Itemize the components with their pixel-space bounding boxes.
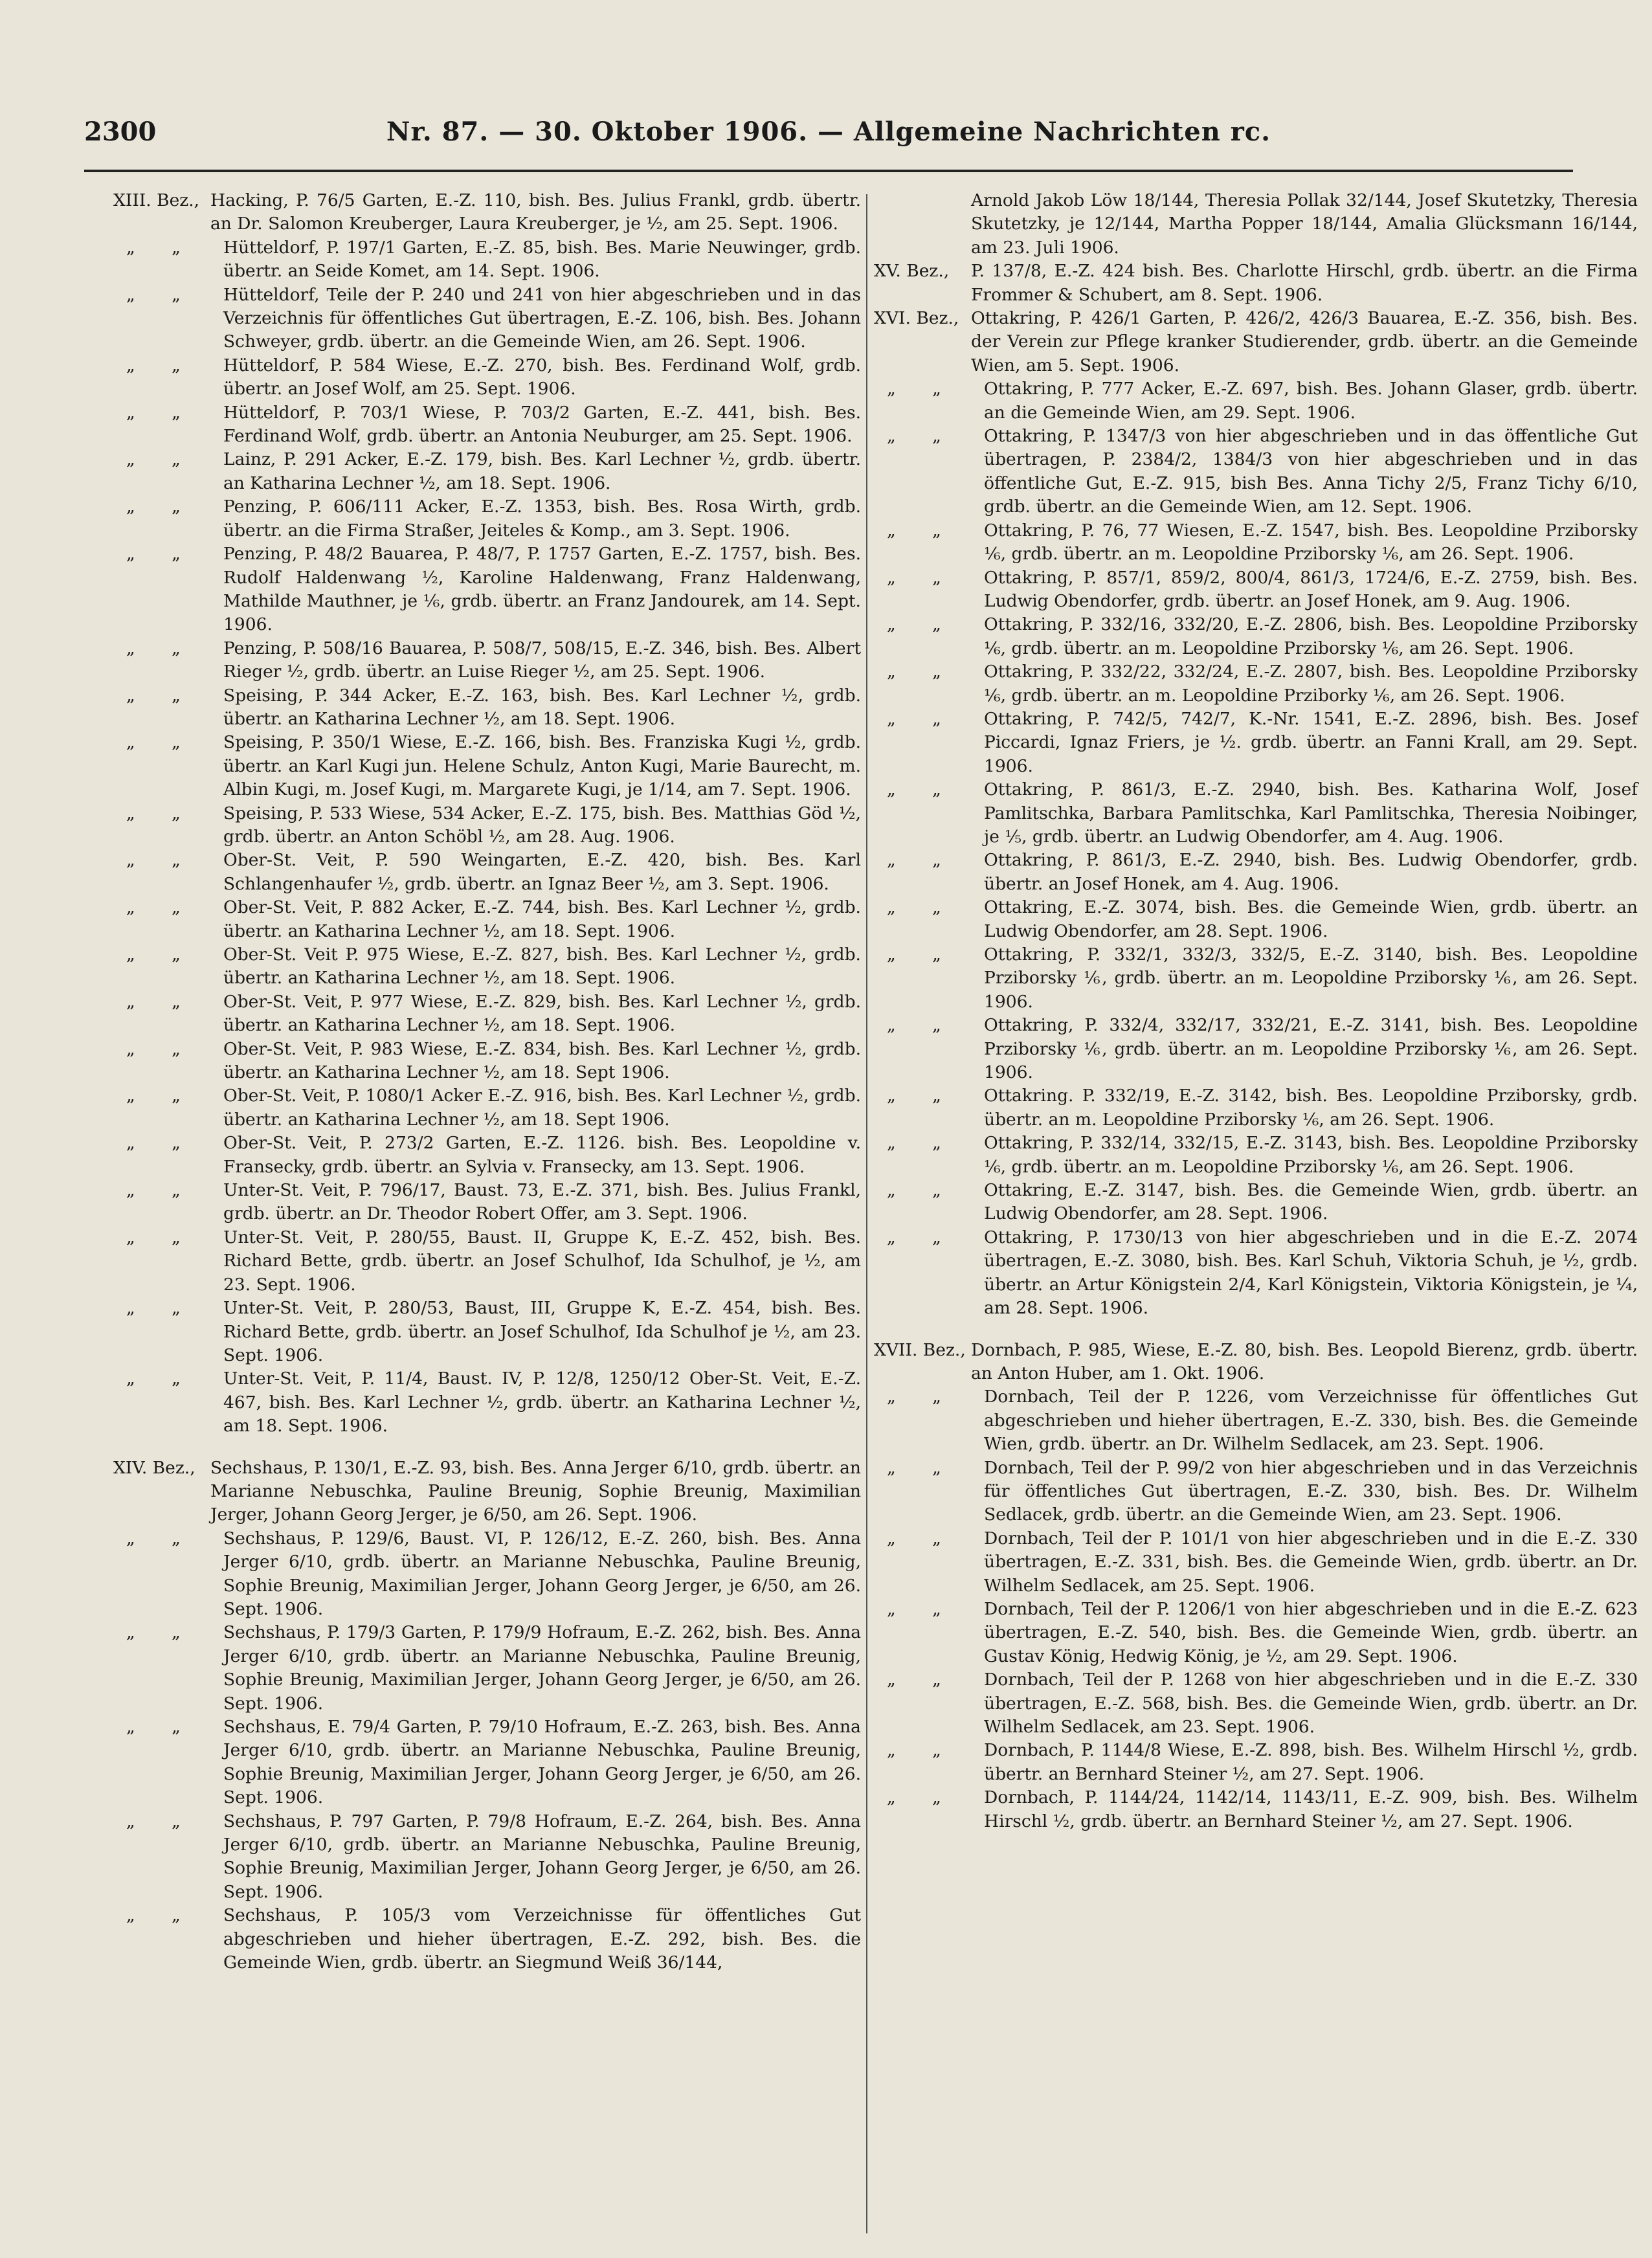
section-gap bbox=[113, 1438, 861, 1457]
entry-text: Dornbach, Teil der P. 1206/1 von hier abgeschrieben und in die E.-Z. 623 übertragen, E.-Z. 540, bish. Bes. die Gemeinde Wien, grdb. übertr. an Gustav König, Hedwig König, je ½, am 29. Sept. 1906. bbox=[984, 1598, 1638, 1666]
entry-text: Hütteldorf, P. 197/1 Garten, E.-Z. 85, bish. Bes. Marie Neuwinger, grdb. übertr. an Seide Komet, am 14. Sept. 1906. bbox=[223, 237, 861, 282]
register-entry bbox=[874, 307, 1638, 377]
register-entry bbox=[874, 1457, 1638, 1527]
column-divider bbox=[866, 194, 867, 2233]
entry-text: Ottakring, P. 332/1, 332/3, 332/5, E.-Z. 3140, bish. Bes. Leopoldine Prziborsky ⅙, grdb. übertr. an m. Leopoldine Prziborsky ⅙, am 26. Sept. 1906. bbox=[984, 945, 1638, 1012]
district-label: XVII. Bez., bbox=[874, 1339, 966, 1360]
entry-text: Ottakring, P. 76, 77 Wiesen, E.-Z. 1547, bish. Bes. Leopoldine Prziborsky ⅙, grdb. übertr. an m. Leopoldine Prziborsky ⅙, am 26. Sept. 1906. bbox=[984, 520, 1638, 564]
register-entry bbox=[874, 1527, 1638, 1598]
ditto-mark: „ „ bbox=[887, 708, 957, 729]
entry-text: Sechshaus, P. 179/3 Garten, P. 179/9 Hofraum, E.-Z. 262, bish. Bes. Anna Jerger 6/10, grdb. übertr. an Marianne Nebuschka, Pauline Breunig, Sophie Breunig, Maximilian Jerger, Johann Georg Jerger, je 6/50, am 26. Sept. 1906. bbox=[223, 1622, 861, 1714]
register-entry bbox=[113, 1084, 861, 1132]
ditto-mark: „ „ bbox=[126, 1038, 196, 1059]
entry-text: Sechshaus, E. 79/4 Garten, P. 79/10 Hofraum, E.-Z. 263, bish. Bes. Anna Jerger 6/10, grdb. übertr. an Marianne Nebuschka, Pauline Breunig, Sophie Breunig, Maximilian Jerger, Johann Georg Jerger, je 6/50, am 26. Sept. 1906. bbox=[223, 1717, 861, 1808]
register-entry bbox=[113, 1457, 861, 1527]
register-entry bbox=[874, 1339, 1638, 1386]
ditto-mark: „ „ bbox=[887, 1387, 957, 1407]
register-entry bbox=[874, 708, 1638, 778]
register-entry bbox=[874, 1598, 1638, 1668]
entry-text: Hütteldorf, Teile der P. 240 und 241 von hier abgeschrieben und in das Verzeichnis für öffentliches Gut übertragen, E.-Z. 106, bish. Bes. Johann Schweyer, grdb. übertr. an die Gemeinde Wien, am 26. Sept. 1906. bbox=[223, 284, 861, 352]
register-entry bbox=[113, 1132, 861, 1179]
ditto-mark: „ „ bbox=[126, 1811, 196, 1831]
ditto-mark: „ „ bbox=[887, 1670, 957, 1690]
ditto-mark: „ „ bbox=[887, 1180, 957, 1201]
ditto-mark: „ „ bbox=[887, 1015, 957, 1036]
ditto-mark: „ „ bbox=[126, 402, 196, 423]
ditto-mark: „ „ bbox=[126, 1086, 196, 1106]
register-entry bbox=[113, 495, 861, 542]
ditto-mark: „ „ bbox=[887, 1787, 957, 1808]
entry-text: Sechshaus, P. 130/1, E.-Z. 93, bish. Bes. Anna Jerger 6/10, grdb. übertr. an Marianne Nebuschka, Pauline Breunig, Sophie Breunig, Maximilian Jerger, Johann Georg Jerger, je 6/50, am 26. Sept. 1906. bbox=[210, 1457, 861, 1525]
entry-text: P. 137/8, E.-Z. 424 bish. Bes. Charlotte Hirschl, grdb. übertr. an die Firma Frommer & Schubert, am 8. Sept. 1906. bbox=[971, 261, 1638, 305]
right-column bbox=[874, 189, 1638, 1833]
register-entry bbox=[874, 260, 1638, 307]
ditto-mark: „ „ bbox=[126, 945, 196, 965]
ditto-mark: „ „ bbox=[126, 284, 196, 305]
ditto-mark: „ „ bbox=[126, 355, 196, 375]
entry-text: Lainz, P. 291 Acker, E.-Z. 179, bish. Bes. Karl Lechner ½, grdb. übertr. an Katharina Lechner ½, am 18. Sept. 1906. bbox=[223, 449, 861, 493]
district-label: XIII. Bez., bbox=[113, 190, 200, 210]
entry-text: Unter-St. Veit, P. 280/55, Baust. II, Gruppe K, E.-Z. 452, bish. Bes. Richard Bette, grdb. übertr. an Josef Schulhof, Ida Schulhof, je ½, am 23. Sept. 1906. bbox=[223, 1227, 861, 1295]
ditto-mark: „ „ bbox=[887, 1740, 957, 1761]
ditto-mark: „ „ bbox=[126, 638, 196, 658]
register-entry bbox=[113, 849, 861, 896]
ditto-mark: „ „ bbox=[126, 685, 196, 706]
entry-text: Ottakring, P. 742/5, 742/7, K.-Nr. 1541, E.-Z. 2896, bish. Bes. Josef Piccardi, Ignaz Friers, je ½. grdb. übertr. an Fanni Krall, am 29. Sept. 1906. bbox=[984, 708, 1638, 776]
entry-text: Ober-St. Veit, P. 273/2 Garten, E.-Z. 1126. bish. Bes. Leopoldine v. Fransecky, grdb. übertr. an Sylvia v. Fransecky, am 13. Sept. 1906. bbox=[223, 1133, 861, 1177]
register-entry bbox=[874, 189, 1638, 260]
register-entry bbox=[113, 637, 861, 684]
register-entry bbox=[874, 660, 1638, 708]
page-number: 2300 bbox=[84, 117, 157, 147]
ditto-mark: „ „ bbox=[126, 732, 196, 753]
entry-text: Unter-St. Veit, P. 11/4, Baust. IV, P. 12/8, 1250/12 Ober-St. Veit, E.-Z. 467, bish. Bes. Karl Lechner ½, grdb. übertr. an Katharina Lechner ½, am 18. Sept. 1906. bbox=[223, 1369, 861, 1436]
entry-text: Ober-St. Veit P. 975 Wiese, E.-Z. 827, bish. Bes. Karl Lechner ½, grdb. übertr. an Katharina Lechner ½, am 18. Sept. 1906. bbox=[223, 945, 861, 989]
entry-text: Ottakring, P. 777 Acker, E.-Z. 697, bish. Bes. Johann Glaser, grdb. übertr. an die Gemeinde Wien, am 29. Sept. 1906. bbox=[984, 379, 1638, 423]
ditto-mark: „ „ bbox=[887, 1133, 957, 1154]
ditto-mark: „ „ bbox=[887, 614, 957, 635]
entry-text: Dornbach, P. 985, Wiese, E.-Z. 80, bish. Bes. Leopold Bierenz, grdb. übertr. an Anton Huber, am 1. Okt. 1906. bbox=[971, 1339, 1638, 1383]
ditto-mark: „ „ bbox=[126, 544, 196, 564]
entry-text: Ottakring, P. 861/3, E.-Z. 2940, bish. Bes. Ludwig Obendorfer, grdb. übertr. an Josef Honek, am 4. Aug. 1906. bbox=[984, 850, 1638, 894]
ditto-mark: „ „ bbox=[887, 1227, 957, 1247]
district-label: XV. Bez., bbox=[874, 261, 950, 282]
register-entry bbox=[113, 236, 861, 284]
entry-text: Ottakring, P. 1347/3 von hier abgeschrieben und in das öffentliche Gut übertragen, P. 2384/2, 1384/3 von hier abgeschrieben und in das öffentliche Gut, E.-Z. 915, bish Bes. Anna Tichy 2/5, Franz Tichy 6/10, grdb. übertr. an die Gemeinde Wien, am 12. Sept. 1906. bbox=[984, 426, 1638, 517]
entry-text: Arnold Jakob Löw 18/144, Theresia Pollak 32/144, Josef Skutetzky, Theresia Skutetzky, je 12/144, Martha Popper 18/144, Amalia Glücksmann 16/144, am 23. Juli 1906. bbox=[971, 190, 1638, 258]
register-entry bbox=[113, 189, 861, 236]
entry-text: Hütteldorf, P. 703/1 Wiese, P. 703/2 Garten, E.-Z. 441, bish. Bes. Ferdinand Wolf, grdb. übertr. an Antonia Neuburger, am 25. Sept. 1906. bbox=[223, 402, 861, 447]
entry-text: Ottakring, E.-Z. 3147, bish. Bes. die Gemeinde Wien, grdb. übertr. an Ludwig Obendorfer, am 28. Sept. 1906. bbox=[984, 1180, 1638, 1224]
ditto-mark: „ „ bbox=[126, 237, 196, 258]
register-entry bbox=[874, 1084, 1638, 1132]
register-entry bbox=[874, 377, 1638, 425]
entry-text: Dornbach, Teil der P. 1268 von hier abgeschrieben und in die E.-Z. 330 übertragen, E.-Z. 568, bish. Bes. die Gemeinde Wien, grdb. übertr. an Dr. Wilhelm Sedlacek, am 23. Sept. 1906. bbox=[984, 1670, 1638, 1737]
ditto-mark: „ „ bbox=[887, 567, 957, 588]
register-entry bbox=[874, 566, 1638, 614]
ditto-mark: „ „ bbox=[126, 497, 196, 517]
register-entry bbox=[113, 354, 861, 401]
register-entry bbox=[874, 849, 1638, 896]
ditto-mark: „ „ bbox=[887, 520, 957, 541]
section-gap bbox=[874, 1321, 1638, 1339]
entry-text: Penzing, P. 508/16 Bauarea, P. 508/7, 508/15, E.-Z. 346, bish. Bes. Albert Rieger ½, grdb. übertr. an Luise Rieger ½, am 25. Sept. 1906. bbox=[223, 638, 861, 682]
ditto-mark: „ „ bbox=[126, 1369, 196, 1389]
entry-text: Ottakring, P. 857/1, 859/2, 800/4, 861/3, 1724/6, E.-Z. 2759, bish. Bes. Ludwig Obendorfer, grdb. übertr. an Josef Honek, am 9. Aug. 1906. bbox=[984, 567, 1638, 611]
ditto-mark: „ „ bbox=[887, 1086, 957, 1106]
register-entry bbox=[874, 613, 1638, 660]
register-entry bbox=[113, 1621, 861, 1716]
register-entry bbox=[874, 1668, 1638, 1739]
entry-text: Sechshaus, P. 129/6, Baust. VI, P. 126/12, E.-Z. 260, bish. Bes. Anna Jerger 6/10, grdb. übertr. an Marianne Nebuschka, Pauline Breunig, Sophie Breunig, Maximilian Jerger, Johann Georg Jerger, je 6/50, am 26. Sept. 1906. bbox=[223, 1528, 861, 1619]
ditto-mark: „ „ bbox=[126, 1298, 196, 1319]
register-entry bbox=[113, 401, 861, 449]
ditto-mark: „ „ bbox=[126, 1133, 196, 1154]
register-entry bbox=[113, 1810, 861, 1905]
header-rule bbox=[84, 170, 1573, 172]
register-entry bbox=[113, 990, 861, 1038]
running-head: Nr. 87. — 30. Oktober 1906. — Allgemeine Nachrichten rc. bbox=[386, 117, 1271, 147]
district-label: XIV. Bez., bbox=[113, 1457, 195, 1478]
ditto-mark: „ „ bbox=[126, 1227, 196, 1247]
register-entry bbox=[874, 943, 1638, 1014]
entry-text: Hacking, P. 76/5 Garten, E.-Z. 110, bish. Bes. Julius Frankl, grdb. übertr. an Dr. Salomon Kreuberger, Laura Kreuberger, je ½, am 25. Sept. 1906. bbox=[210, 190, 861, 234]
entry-text: Dornbach, P. 1144/24, 1142/14, 1143/11, E.-Z. 909, bish. Bes. Wilhelm Hirschl ½, grdb. übertr. an Bernhard Steiner ½, am 27. Sept. 1906. bbox=[984, 1787, 1638, 1831]
ditto-mark: „ „ bbox=[887, 662, 957, 682]
register-entry bbox=[113, 1226, 861, 1297]
ditto-mark: „ „ bbox=[126, 850, 196, 871]
entry-text: Dornbach, P. 1144/8 Wiese, E.-Z. 898, bish. Bes. Wilhelm Hirschl ½, grdb. übertr. an Bernhard Steiner ½, am 27. Sept. 1906. bbox=[984, 1740, 1638, 1784]
register-entry bbox=[113, 1527, 861, 1622]
entry-text: Ottakring, E.-Z. 3074, bish. Bes. die Gemeinde Wien, grdb. übertr. an Ludwig Obendorfer, am 28. Sept. 1906. bbox=[984, 897, 1638, 941]
entry-text: Unter-St. Veit, P. 280/53, Baust, III, Gruppe K, E.-Z. 454, bish. Bes. Richard Bette, grdb. übertr. an Josef Schulhof, Ida Schulhof je ½, am 23. Sept. 1906. bbox=[223, 1298, 861, 1365]
register-entry bbox=[113, 802, 861, 849]
register-entry bbox=[113, 448, 861, 495]
page-header bbox=[84, 117, 1573, 162]
register-entry bbox=[113, 1367, 861, 1438]
entry-text: Dornbach, Teil der P. 101/1 von hier abgeschrieben und in die E.-Z. 330 übertragen, E.-Z. 331, bish. Bes. die Gemeinde Wien, grdb. übertr. an Dr. Wilhelm Sedlacek, am 25. Sept. 1906. bbox=[984, 1528, 1638, 1596]
entry-text: Speising, P. 350/1 Wiese, E.-Z. 166, bish. Bes. Franziska Kugi ½, grdb. übertr. an Karl Kugi jun. Helene Schulz, Anton Kugi, Marie Baurecht, m. Albin Kugi, m. Josef Kugi, m. Margarete Kugi, je 1/14, am 7. Sept. 1906. bbox=[223, 732, 861, 800]
entry-text: Speising, P. 344 Acker, E.-Z. 163, bish. Bes. Karl Lechner ½, grdb. übertr. an Katharina Lechner ½, am 18. Sept. 1906. bbox=[223, 685, 861, 729]
ditto-mark: „ „ bbox=[887, 945, 957, 965]
register-entry bbox=[113, 1297, 861, 1367]
ditto-mark: „ „ bbox=[126, 1528, 196, 1548]
entry-text: Hütteldorf, P. 584 Wiese, E.-Z. 270, bish. Bes. Ferdinand Wolf, grdb. übertr. an Josef Wolf, am 25. Sept. 1906. bbox=[223, 355, 861, 399]
register-entry bbox=[113, 943, 861, 990]
left-column bbox=[113, 189, 861, 1974]
entry-text: Unter-St. Veit, P. 796/17, Baust. 73, E.-Z. 371, bish. Bes. Julius Frankl, grdb. übertr. an Dr. Theodor Robert Offer, am 3. Sept. 1906. bbox=[223, 1180, 861, 1224]
ditto-mark: „ „ bbox=[126, 1622, 196, 1643]
register-entry bbox=[113, 896, 861, 943]
register-entry bbox=[874, 425, 1638, 519]
register-entry bbox=[874, 1786, 1638, 1833]
entry-text: Ottakring, P. 1730/13 von hier abgeschrieben und in die E.-Z. 2074 übertragen, E.-Z. 3080, bish. Bes. Karl Schuh, Viktoria Schuh, je ½, grdb. übertr. an Artur Königstein 2/4, Karl Königstein, Viktoria Königstein, je ¼, am 28. Sept. 1906. bbox=[984, 1227, 1638, 1319]
register-entry bbox=[874, 1132, 1638, 1179]
register-entry bbox=[874, 1179, 1638, 1226]
entry-text: Ottakring, P. 332/16, 332/20, E.-Z. 2806, bish. Bes. Leopoldine Prziborsky ⅙, grdb. übertr. an m. Leopoldine Prziborsky ⅙, am 26. Sept. 1906. bbox=[984, 614, 1638, 658]
entry-text: Penzing, P. 606/111 Acker, E.-Z. 1353, bish. Bes. Rosa Wirth, grdb. übertr. an die Firma Straßer, Jeiteles & Komp., am 3. Sept. 1906. bbox=[223, 497, 861, 541]
entry-text: Ottakring, P. 332/14, 332/15, E.-Z. 3143, bish. Bes. Leopoldine Prziborsky ⅙, grdb. übertr. an m. Leopoldine Prziborsky ⅙, am 26. Sept. 1906. bbox=[984, 1133, 1638, 1177]
register-entry bbox=[874, 1226, 1638, 1321]
ditto-mark: „ „ bbox=[887, 1457, 957, 1478]
entry-text: Sechshaus, P. 797 Garten, P. 79/8 Hofraum, E.-Z. 264, bish. Bes. Anna Jerger 6/10, grdb. übertr. an Marianne Nebuschka, Pauline Breunig, Sophie Breunig, Maximilian Jerger, Johann Georg Jerger, je 6/50, am 26. Sept. 1906. bbox=[223, 1811, 861, 1902]
district-label: XVI. Bez., bbox=[874, 308, 959, 329]
entry-text: Dornbach, Teil der P. 99/2 von hier abgeschrieben und in das Verzeichnis für öffentliches Gut übertragen, E.-Z. 330, bish. Bes. Dr. Wilhelm Sedlacek, grdb. übertr. an die Gemeinde Wien, am 23. Sept. 1906. bbox=[984, 1457, 1638, 1525]
ditto-mark: „ „ bbox=[887, 379, 957, 399]
register-entry bbox=[113, 684, 861, 732]
ditto-mark: „ „ bbox=[887, 850, 957, 871]
entry-text: Ottakring, P. 332/22, 332/24, E.-Z. 2807, bish. Bes. Leopoldine Prziborsky ⅙, grdb. übertr. an m. Leopoldine Prziborky ⅙, am 26. Sept. 1906. bbox=[984, 662, 1638, 706]
register-entry bbox=[874, 778, 1638, 849]
ditto-mark: „ „ bbox=[126, 1905, 196, 1926]
entry-text: Ober-St. Veit, P. 882 Acker, E.-Z. 744, bish. Bes. Karl Lechner ½, grdb. übertr. an Katharina Lechner ½, am 18. Sept. 1906. bbox=[223, 897, 861, 941]
entry-text: Sechshaus, P. 105/3 vom Verzeichnisse für öffentliches Gut abgeschrieben und hieher übertragen, E.-Z. 292, bish. Bes. die Gemeinde Wien, grdb. übertr. an Siegmund Weiß 36/144, bbox=[223, 1905, 861, 1973]
entry-text: Ober-St. Veit, P. 977 Wiese, E.-Z. 829, bish. Bes. Karl Lechner ½, grdb. übertr. an Katharina Lechner ½, am 18. Sept. 1906. bbox=[223, 991, 861, 1036]
ditto-mark: „ „ bbox=[887, 897, 957, 918]
ditto-mark: „ „ bbox=[126, 1180, 196, 1201]
entry-text: Ottakring, P. 426/1 Garten, P. 426/2, 426/3 Bauarea, E.-Z. 356, bish. Bes. der Verein zur Pflege kranker Studierender, grdb. übertr. an die Gemeinde Wien, am 5. Sept. 1906. bbox=[971, 308, 1638, 375]
register-entry bbox=[874, 519, 1638, 566]
register-entry bbox=[113, 284, 861, 354]
register-entry bbox=[874, 1014, 1638, 1084]
ditto-mark: „ „ bbox=[126, 803, 196, 823]
entry-text: Penzing, P. 48/2 Bauarea, P. 48/7, P. 1757 Garten, E.-Z. 1757, bish. Bes. Rudolf Haldenwang ½, Karoline Haldenwang, Franz Haldenwang, Mathilde Mauthner, je ⅙, grdb. übertr. an Franz Jandourek, am 14. Sept. 1906. bbox=[223, 544, 861, 635]
entry-text: Ober-St. Veit, P. 983 Wiese, E.-Z. 834, bish. Bes. Karl Lechner ½, grdb. übertr. an Katharina Lechner ½, am 18. Sept 1906. bbox=[223, 1038, 861, 1083]
register-entry bbox=[113, 731, 861, 801]
entry-text: Speising, P. 533 Wiese, 534 Acker, E.-Z. 175, bish. Bes. Matthias Göd ½, grdb. übertr. an Anton Schöbl ½, am 28. Aug. 1906. bbox=[223, 803, 861, 847]
register-entry bbox=[874, 896, 1638, 943]
ditto-mark: „ „ bbox=[126, 897, 196, 918]
register-entry bbox=[113, 1179, 861, 1226]
register-entry bbox=[874, 1385, 1638, 1456]
entry-text: Ottakring, P. 332/4, 332/17, 332/21, E.-Z. 3141, bish. Bes. Leopoldine Prziborsky ⅙, grdb. übertr. an m. Leopoldine Prziborsky ⅙, am 26. Sept. 1906. bbox=[984, 1015, 1638, 1083]
register-entry bbox=[113, 542, 861, 637]
register-entry bbox=[113, 1904, 861, 1974]
entry-text: Dornbach, Teil der P. 1226, vom Verzeichnisse für öffentliches Gut abgeschrieben und hieher übertragen, E.-Z. 330, bish. Bes. die Gemeinde Wien, grdb. übertr. an Dr. Wilhelm Sedlacek, am 23. Sept. 1906. bbox=[984, 1387, 1638, 1455]
ditto-mark: „ „ bbox=[887, 779, 957, 800]
entry-text: Ober-St. Veit, P. 1080/1 Acker E.-Z. 916, bish. Bes. Karl Lechner ½, grdb. übertr. an Katharina Lechner ½, am 18. Sept 1906. bbox=[223, 1086, 861, 1130]
register-entry bbox=[113, 1716, 861, 1810]
register-entry bbox=[113, 1038, 861, 1085]
entry-text: Ottakring. P. 332/19, E.-Z. 3142, bish. Bes. Leopoldine Prziborsky, grdb. übertr. an m. Leopoldine Prziborsky ⅙, am 26. Sept. 1906. bbox=[984, 1086, 1638, 1130]
ditto-mark: „ „ bbox=[126, 1717, 196, 1737]
ditto-mark: „ „ bbox=[887, 1528, 957, 1548]
register-entry bbox=[874, 1739, 1638, 1786]
entry-text: Ober-St. Veit, P. 590 Weingarten, E.-Z. 420, bish. Bes. Karl Schlangenhaufer ½, grdb. übertr. an Ignaz Beer ½, am 3. Sept. 1906. bbox=[223, 850, 861, 894]
ditto-mark: „ „ bbox=[126, 449, 196, 470]
ditto-mark: „ „ bbox=[887, 1598, 957, 1619]
ditto-mark: „ „ bbox=[887, 426, 957, 447]
entry-text: Ottakring, P. 861/3, E.-Z. 2940, bish. Bes. Katharina Wolf, Josef Pamlitschka, Barbara Pamlitschka, Karl Pamlitschka, Theresia Noibinger, je ⅕, grdb. übertr. an Ludwig Obendorfer, am 4. Aug. 1906. bbox=[984, 779, 1638, 847]
ditto-mark: „ „ bbox=[126, 991, 196, 1012]
